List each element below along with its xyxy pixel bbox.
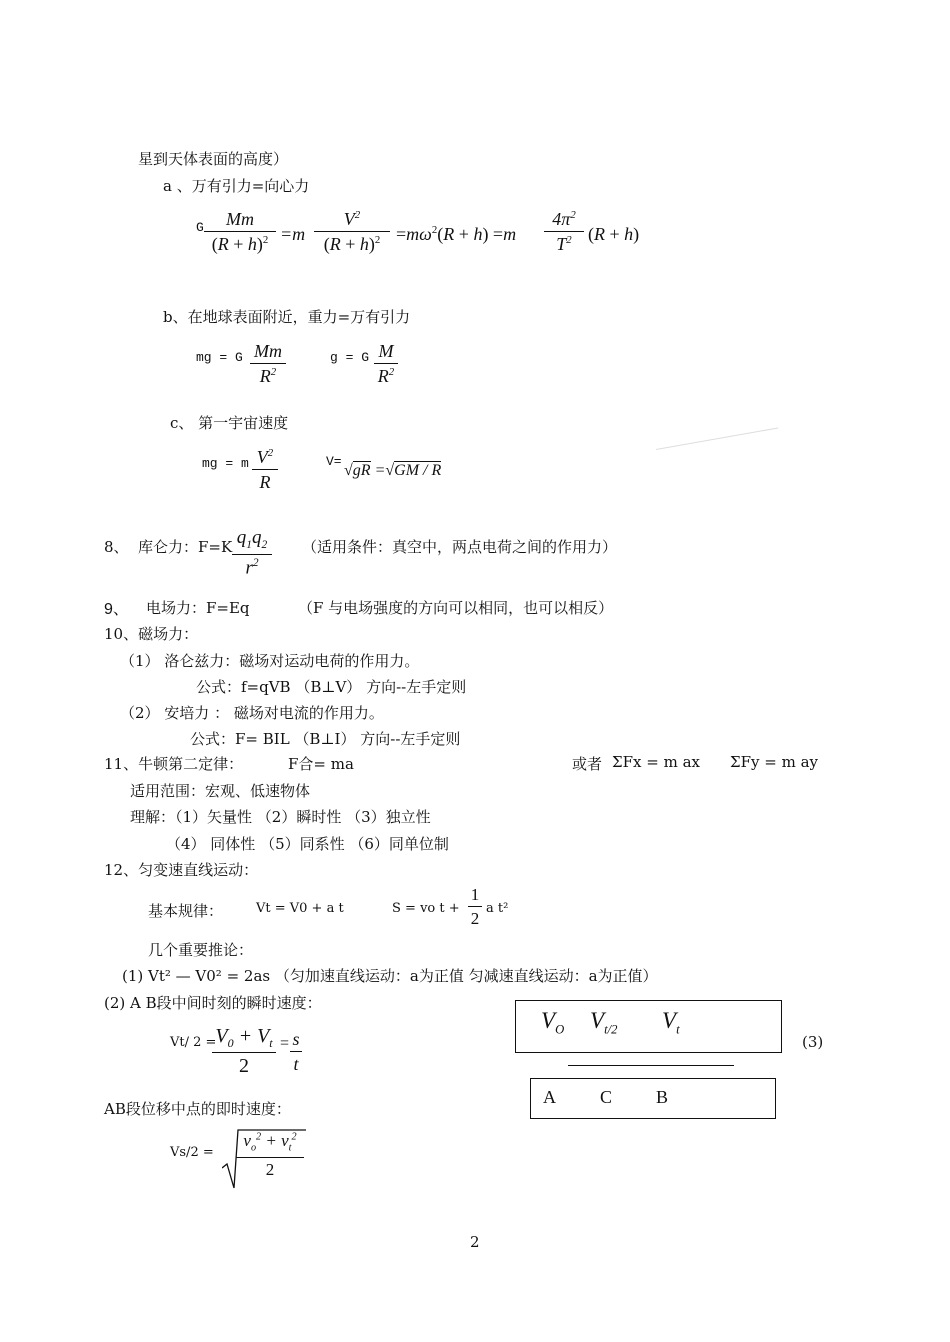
basic-law-label: 基本规律： bbox=[148, 902, 224, 920]
sqrt-gr: gR bbox=[352, 462, 371, 479]
sqrt-formula: √gR =√GM / R bbox=[344, 462, 442, 479]
label-3: (3) bbox=[802, 1033, 824, 1051]
point-c: C bbox=[600, 1087, 613, 1107]
segment-line bbox=[568, 1065, 734, 1066]
v0-label: $V_O$ bbox=[541, 1008, 565, 1037]
understanding-line-2: （4） 同体性 （5）同系性 （6）同单位制 bbox=[166, 835, 449, 853]
item-8-number: 8、 bbox=[104, 538, 129, 556]
sum-fy: ΣFy = m ay bbox=[730, 753, 819, 771]
lorentz-line: （1） 洛仑兹力：磁场对运动电荷的作用力。 bbox=[120, 652, 420, 670]
item-11: 11、牛顿第二定律： bbox=[104, 755, 244, 773]
mg-m-label: mg = m bbox=[202, 456, 249, 471]
ampere-formula: 公式：F= BIL （B⊥I） 方向--左手定则 bbox=[190, 730, 461, 748]
vt2-velocity-label: $V_{t/2}$ bbox=[590, 1008, 618, 1037]
midpoint-velocity-line: AB段位移中点的即时速度： bbox=[104, 1100, 291, 1118]
g-label: g = G bbox=[330, 350, 370, 365]
v0-vt-fraction: $V_0 + V_t$ 2 bbox=[212, 1026, 276, 1076]
page-number: 2 bbox=[470, 1233, 480, 1251]
s-t-fraction: s t bbox=[290, 1030, 302, 1073]
equals-sign: = bbox=[280, 1035, 290, 1052]
m-r2-fraction: M $R^2$ bbox=[374, 342, 398, 385]
or-label: 或者 bbox=[572, 755, 603, 773]
vs2-label: Vs/2 = bbox=[170, 1145, 214, 1160]
item-10: 10、磁场力： bbox=[104, 625, 199, 643]
s-formula-tail: a t² bbox=[486, 901, 509, 916]
s-formula: S = vo t + bbox=[392, 901, 460, 916]
faint-line bbox=[656, 427, 778, 450]
mm-r2-fraction: Mm $R^2$ bbox=[250, 342, 286, 385]
vt-label: $V_t$ bbox=[662, 1008, 680, 1037]
corollaries-heading: 几个重要推论： bbox=[148, 941, 254, 959]
text-line: 星到天体表面的高度） bbox=[138, 150, 289, 168]
corollary-2: (2) A B段中间时刻的瞬时速度： bbox=[104, 994, 322, 1012]
vt-formula: Vt = V0 + a t bbox=[256, 901, 344, 916]
v-equals-label: V= bbox=[326, 454, 342, 469]
heading-b: b、在地球表面附近，重力=万有引力 bbox=[163, 308, 411, 326]
corollary-1: (1) Vt² — V0² = 2as （匀加速直线运动：a为正值 匀减速直线运动：a为正值） bbox=[122, 967, 658, 985]
acb-box bbox=[530, 1078, 776, 1119]
heading-c: c、 第一宇宙速度 bbox=[170, 414, 289, 432]
scope-line: 适用范围：宏观、低速物体 bbox=[130, 782, 311, 800]
item-8-note: （适用条件：真空中，两点电荷之间的作用力） bbox=[302, 538, 618, 556]
sum-fx: ΣFx = m ax bbox=[612, 753, 700, 771]
newton-formula: F合= ma bbox=[288, 755, 354, 773]
vt2-label: Vt/ 2 = bbox=[170, 1035, 217, 1050]
understanding-line: 理解：（1）矢量性 （2）瞬时性 （3）独立性 bbox=[130, 808, 431, 826]
ampere-line: （2） 安培力 ： 磁场对电流的作用力。 bbox=[120, 704, 384, 722]
item-9-number: 9、 bbox=[104, 601, 129, 618]
lorentz-formula: 公式：f=qVB （B⊥V） 方向--左手定则 bbox=[196, 678, 467, 696]
mg-label: mg = G bbox=[196, 350, 243, 365]
item-9-text: 电场力：F=Eq bbox=[146, 599, 250, 617]
sqrt-gm-r: GM / R bbox=[394, 462, 442, 479]
v2-r-fraction: $V^2$ R bbox=[252, 448, 278, 491]
half-fraction: 1 2 bbox=[468, 886, 482, 927]
item-12: 12、匀变速直线运动： bbox=[104, 861, 259, 879]
heading-a: a 、万有引力=向心力 bbox=[163, 177, 310, 195]
item-8-text: 库仑力：F=K bbox=[138, 538, 233, 556]
point-a: A bbox=[543, 1087, 556, 1107]
point-b: B bbox=[656, 1087, 669, 1107]
coulomb-fraction: $q_1q_2$ $r^2$ bbox=[232, 528, 272, 578]
formula-g-prefix: G bbox=[196, 220, 204, 235]
item-9-note: （F 与电场强度的方向可以相同，也可以相反） bbox=[298, 599, 614, 617]
